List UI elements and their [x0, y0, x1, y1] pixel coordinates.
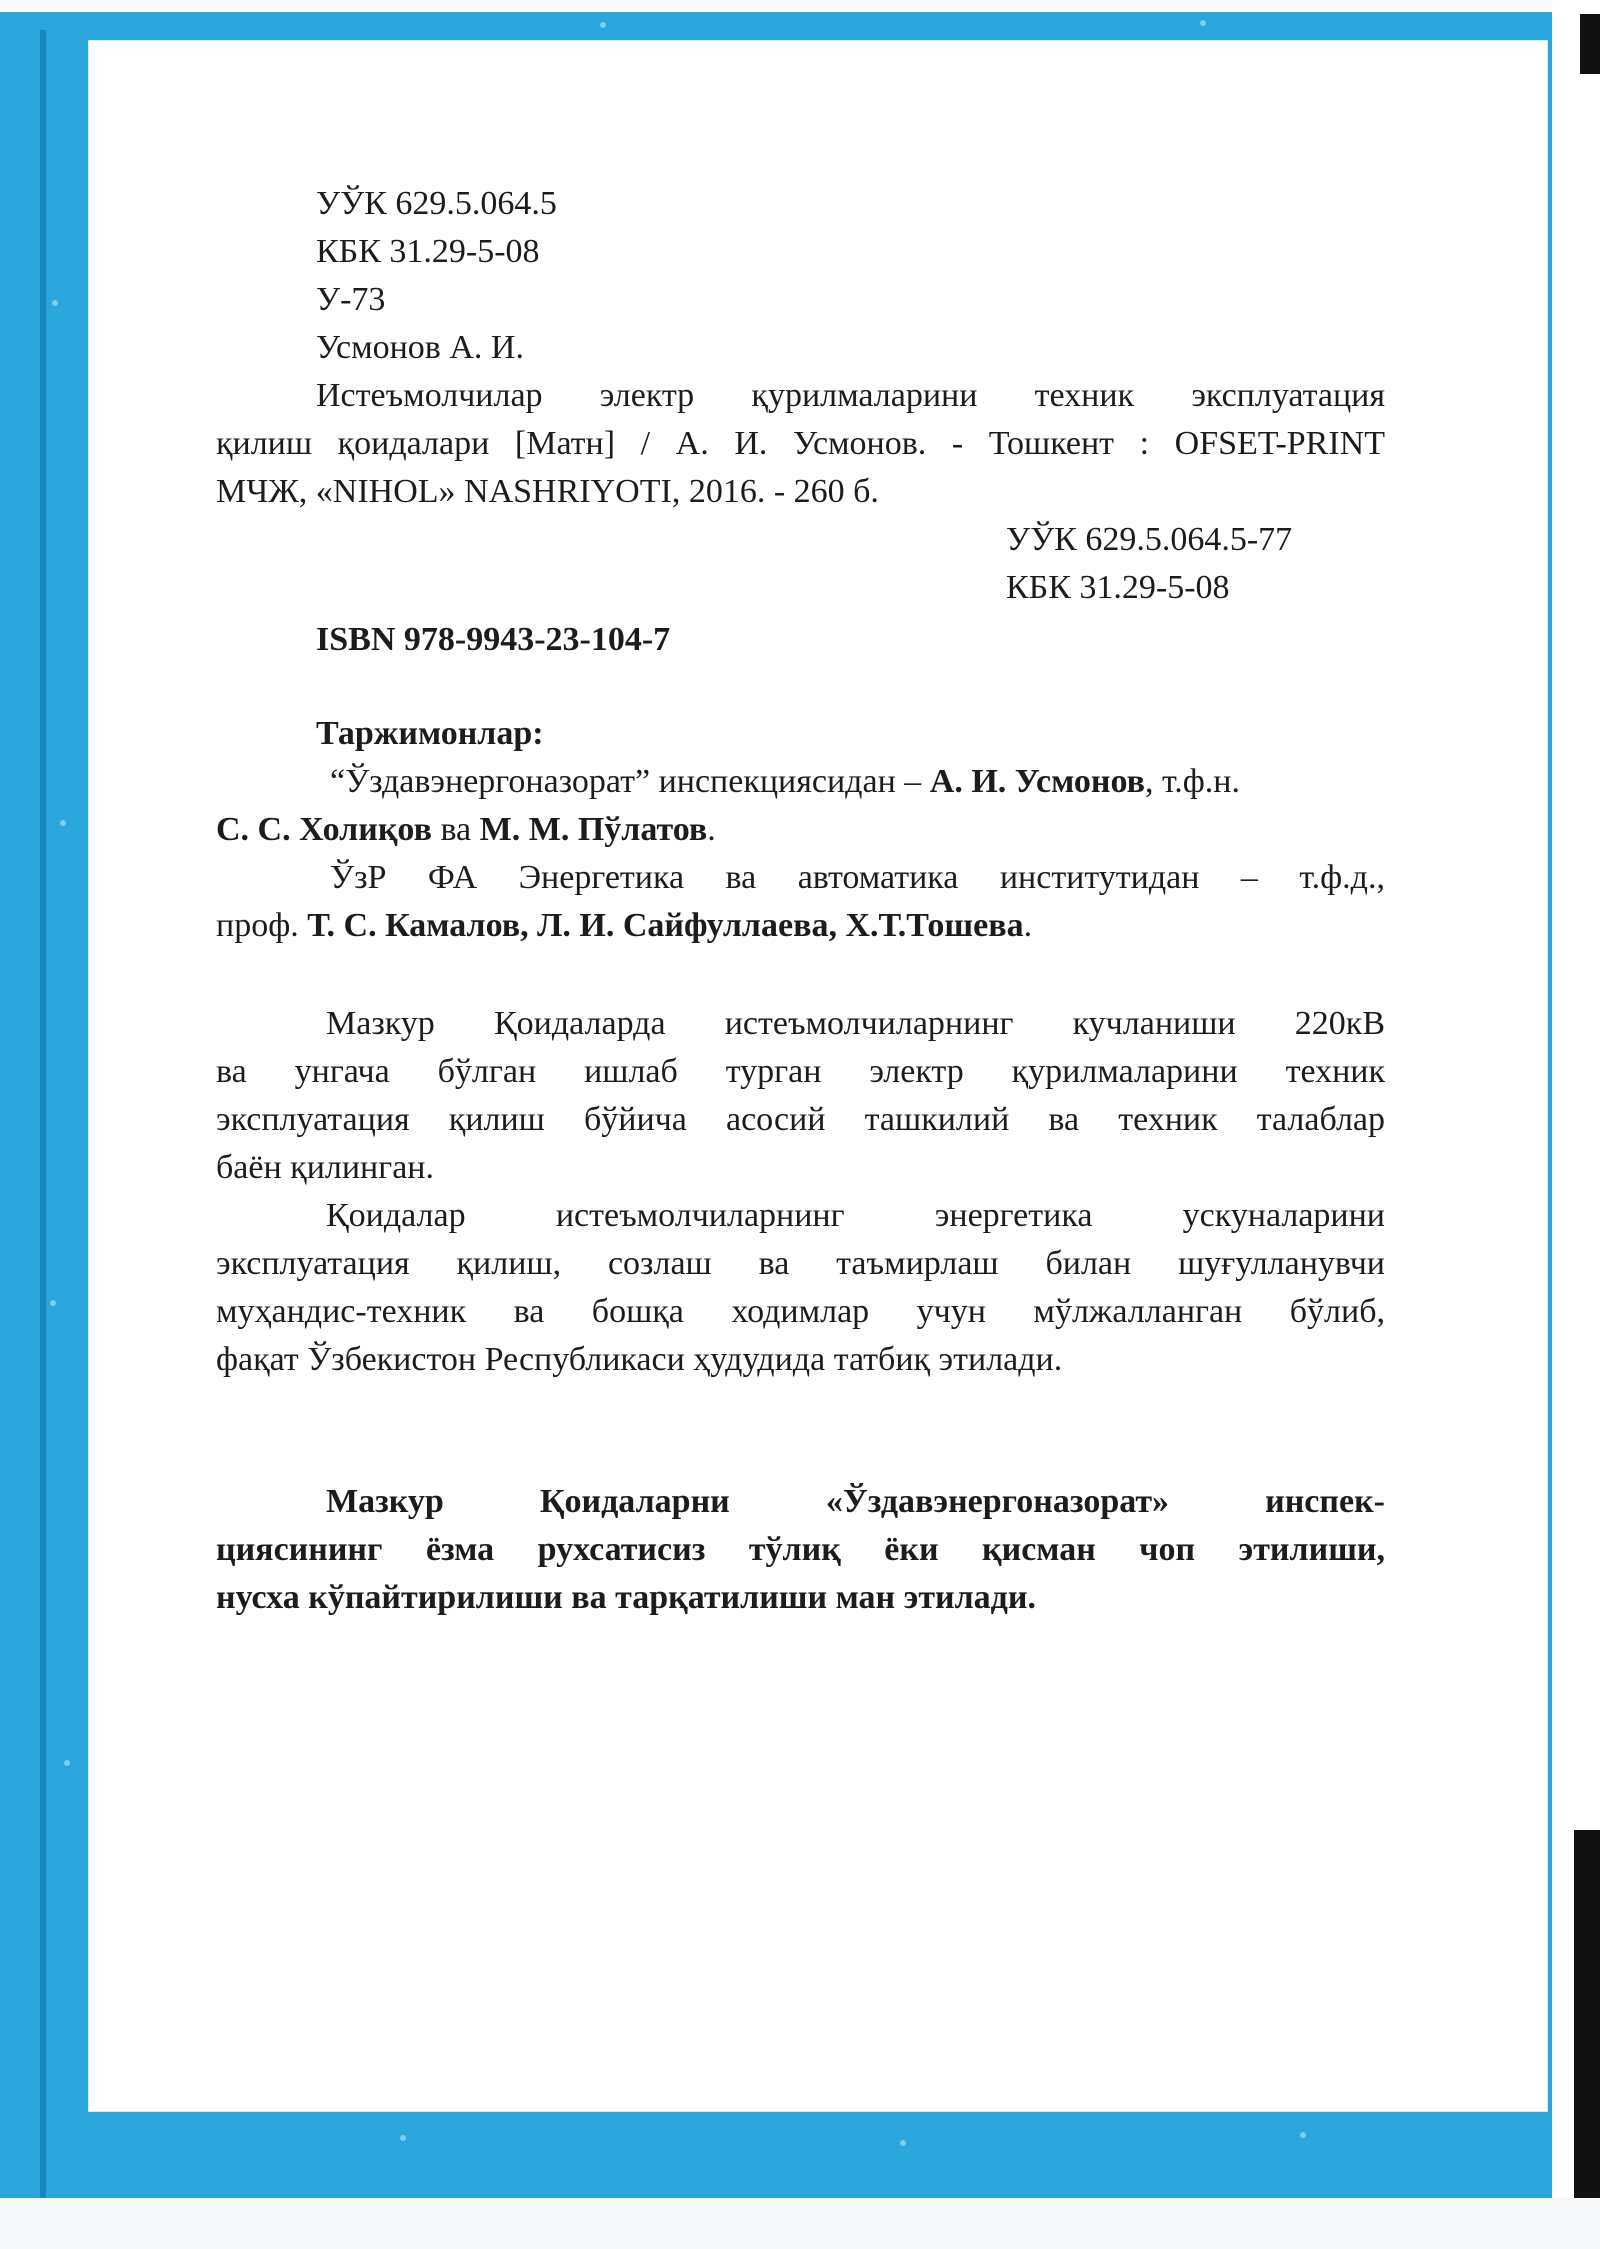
abstract-line: Мазкур Қоидаларда истеъмолчиларнинг кучланиши 220кВ — [326, 1005, 1385, 1042]
translators-word: ЎзР — [330, 859, 387, 896]
isbn: ISBN 978-9943-23-104-7 — [316, 621, 671, 658]
translators-line — [330, 758, 1240, 806]
translators-period: . — [707, 811, 716, 848]
abstract-line: эксплуатация қилиш бўйича асосий ташкилий ва техник талаблар — [216, 1101, 1385, 1138]
translators-word: т.ф.д., — [1299, 859, 1385, 896]
translators-word: ва — [725, 859, 757, 896]
bibliographic-description-line: МЧЖ, «NIHOL» NASHRIYOTI, 2016. - 260 б. — [216, 473, 879, 510]
translators-word: – — [1240, 859, 1258, 896]
abstract-line: фақат Ўзбекистон Республикаси ҳудудида татбиқ этилади. — [216, 1341, 1063, 1378]
copyright-notice-line: нусха кўпайтирилиши ва тарқатилиши ман этилади. — [216, 1579, 1036, 1616]
translators-word: ФА — [427, 859, 478, 896]
author-name: Усмонов А. И. — [316, 329, 524, 366]
translators-word: Энергетика — [518, 859, 685, 896]
translator-title: проф. — [216, 907, 308, 944]
translators-line — [330, 854, 1385, 902]
abstract-line: эксплуатация қилиш, созлаш ва таъмирлаш билан шуғулланувчи — [216, 1245, 1385, 1282]
udc-code: УЎК 629.5.064.5 — [316, 185, 557, 222]
translator-names: С. С. Холиқов — [216, 811, 432, 848]
translators-line — [216, 806, 716, 854]
translators-org-text: “Ўздавэнергоназорат” инспекциясидан – — [330, 763, 930, 800]
translator-names: А. И. Усмонов — [929, 763, 1145, 800]
translators-word: институтидан — [999, 859, 1200, 896]
translator-names: Т. С. Камалов, Л. И. Сайфуллаева, Х.Т.Тошева — [307, 907, 1024, 944]
translators-line — [216, 902, 1032, 950]
abstract-line: баён қилинган. — [216, 1149, 434, 1186]
bbk-code: КБК 31.29-5-08 — [316, 233, 540, 270]
bibliographic-description-line: қилиш қоидалари [Матн] / А. И. Усмонов. - Тошкент : OFSET-PRINT — [216, 425, 1385, 462]
abstract-line: муҳандис-техник ва бошқа ходимлар учун мўлжалланган бўлиб, — [216, 1293, 1385, 1330]
copyright-notice-line: Мазкур Қоидаларни «Ўздавэнергоназорат» инспек- — [326, 1483, 1385, 1520]
translator-degree: , т.ф.н. — [1144, 763, 1240, 800]
abstract-line: ва унгача бўлган ишлаб турган электр қурилмаларини техник — [216, 1053, 1385, 1090]
copyright-notice-line: циясининг ёзма рухсатисиз тўлиқ ёки қисман чоп этилиши, — [216, 1531, 1385, 1568]
bibliographic-description-line: Истеъмолчилар электр қурилмаларини техник эксплуатация — [316, 377, 1385, 414]
translators-heading: Таржимонлар: — [316, 715, 544, 752]
bbk-full-code: КБК 31.29-5-08 — [1006, 569, 1230, 606]
abstract-line: Қоидалар истеъмолчиларнинг энергетика ускуналарини — [326, 1197, 1385, 1234]
udc-full-code: УЎК 629.5.064.5-77 — [1006, 521, 1293, 558]
translators-word: автоматика — [797, 859, 959, 896]
author-code: У-73 — [316, 281, 386, 318]
translators-conjunction: ва — [431, 811, 480, 848]
translators-period: . — [1023, 907, 1033, 944]
translator-names: М. М. Пўлатов — [479, 811, 708, 848]
